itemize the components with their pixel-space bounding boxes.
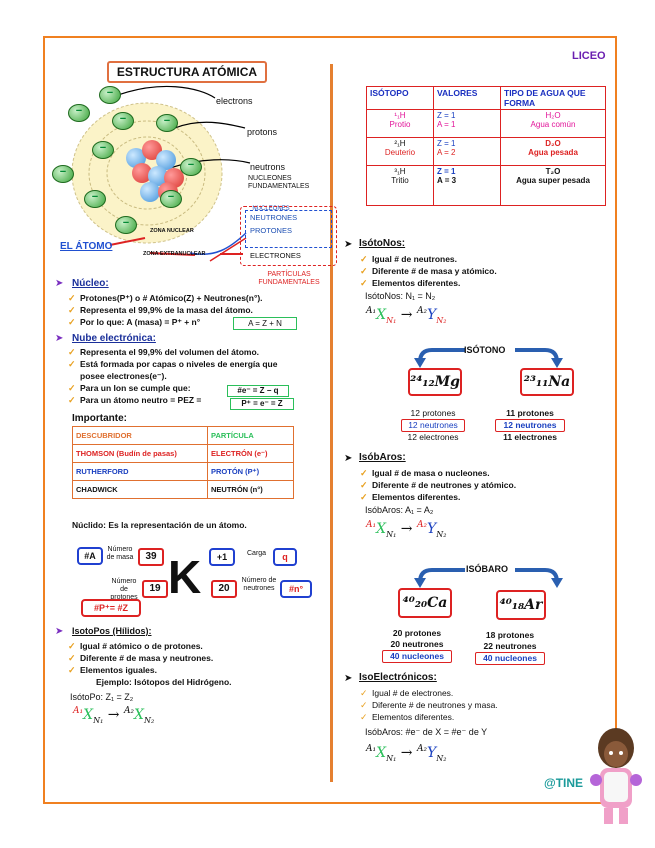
list-item: ✓ Diferente # de neutrones y atómico. (358, 479, 608, 491)
charge-var: q (273, 548, 297, 566)
stat-line: 12 neutrones (401, 419, 465, 432)
stat-line: 11 electrones (503, 432, 557, 442)
proton-number: 19 (142, 580, 168, 598)
isotono-label: ISÓTONO (464, 345, 506, 355)
electron-particle: − (115, 216, 137, 234)
list-item: ✓ Diferente # de neutrones y masa. (358, 699, 608, 711)
page-title: ESTRUCTURA ATÓMICA (107, 61, 267, 83)
box-protones: PROTONES (250, 226, 292, 235)
isoelectronicos-heading: IsoElectrónicos: (359, 672, 437, 683)
stat-line: 40 nucleones (382, 650, 452, 663)
section-arrow-icon: ➤ (55, 278, 64, 289)
isotope-table (366, 86, 606, 206)
proton-label: Número de protones (110, 578, 138, 601)
water-type: Agua común (530, 120, 576, 129)
list-item: ✓ Diferente # de masa y neutrones. (66, 652, 326, 664)
neutron-var: #n° (280, 580, 312, 598)
doctor-character-illustration (586, 720, 646, 830)
table-row (367, 138, 606, 166)
isotono-rule: IsótoNos: N₁ = N₂ (365, 291, 436, 301)
formula-box: A = Z + N (233, 317, 297, 330)
table-row (367, 110, 606, 138)
neutron-number: 20 (211, 580, 237, 598)
electron-particle: − (92, 141, 114, 159)
nuclido-text: Núclido: Es la representación de un átomo. (72, 520, 247, 530)
isobaros-heading: IsóbAros: (359, 452, 406, 463)
water-formula: H₂O (545, 111, 561, 120)
section-arrow-icon: ➤ (344, 239, 353, 250)
isotopos-list (66, 640, 326, 688)
isotope-symbol: ²₁H (394, 139, 406, 148)
nube-list (66, 346, 296, 406)
list-item: ✓ Representa el 99,9% de la masa del átomo. (66, 304, 326, 316)
ca-stats (382, 628, 452, 663)
table-cell: THOMSON (Budín de pasas) (73, 445, 208, 463)
isotope-symbol: ³₁H (394, 167, 406, 176)
list-item: ✓ Elementos diferentes. (358, 711, 608, 723)
z-value: Z = 1 (437, 111, 456, 120)
water-formula: T₂O (545, 167, 561, 176)
table-header: TIPO DE AGUA QUE FORMA (501, 87, 606, 110)
table-row (367, 87, 606, 110)
table-cell: NEUTRÓN (n°) (208, 481, 294, 499)
list-item: ✓ Para un Ion se cumple que: (66, 382, 296, 394)
neutron-label: Número de neutrones (241, 577, 277, 592)
list-item: ✓ Para un átomo neutro = PEZ = (66, 394, 296, 406)
label-zona-extranuclear: ZONA EXTRANUCLEAR (143, 251, 206, 257)
neutro-formula-box: P⁺ = e⁻ = Z (230, 398, 294, 410)
stat-line: 12 protones (410, 408, 456, 418)
label-electrons: electrons (216, 96, 253, 106)
a-value: A = 1 (437, 120, 456, 129)
column-divider (330, 64, 333, 782)
list-item: ✓ Representa el 99,9% del volumen del átomo. (66, 346, 296, 358)
section-arrow-icon: ➤ (344, 673, 353, 684)
a-value: A = 2 (437, 148, 456, 157)
isobaro-equation: $^{A_1}X_{N_1} \to ^{A_2}Y_{N_2}$ (366, 520, 447, 539)
isotonos-list (358, 253, 608, 289)
ar-stats (475, 630, 545, 665)
water-type: Agua super pesada (516, 176, 590, 185)
list-item: ✓ Elementos diferentes. (358, 277, 608, 289)
mg-symbol: ²⁴₁₂Mg (408, 368, 462, 396)
isotope-symbol: ¹₁H (394, 111, 406, 120)
table-row (73, 481, 294, 499)
table-cell: RUTHERFORD (73, 463, 208, 481)
charge-label: Carga (247, 550, 267, 557)
table-row (73, 427, 294, 445)
label-protons: protons (247, 127, 278, 137)
electron-particle: − (180, 158, 202, 176)
isoelectronico-rule: IsóbAros: #e⁻ de X = #e⁻ de Y (365, 727, 488, 737)
school-label: LICEO (572, 50, 606, 62)
isotope-name: Tritio (391, 176, 409, 185)
table-cell: PROTÓN (P⁺) (208, 463, 294, 481)
list-item: ✓ Está formada por capas o niveles de energía que posee electrones(e⁻). (66, 358, 296, 382)
isotono-equation: $^{A_1}X_{N_1} \to ^{A_2}Y_{N_2}$ (366, 306, 447, 325)
neutron-particle (140, 182, 160, 202)
electron-particle: − (156, 114, 178, 132)
signature: @TINE (544, 776, 584, 790)
label-nucleones-fundamentales: NUCLEONES FUNDAMENTALES (248, 175, 310, 190)
table-cell (434, 110, 501, 138)
list-item: ✓ Diferente # de masa y atómico. (358, 265, 608, 277)
list-item: ✓ Igual # de electrones. (358, 687, 608, 699)
isobaros-list (358, 467, 608, 503)
section-arrow-icon: ➤ (55, 333, 64, 344)
table-cell (501, 110, 606, 138)
isobaro-rule: IsóbAros: A₁ = A₂ (365, 505, 434, 515)
table-header: VALORES (434, 87, 501, 110)
mass-number: 39 (138, 548, 164, 566)
mass-var-box: #A (77, 547, 103, 565)
z-value: Z = 1 (437, 139, 456, 148)
stat-line: 22 neutrones (483, 641, 537, 651)
isotopos-heading: IsotoPos (Hílidos): (72, 626, 152, 636)
electron-particle: − (68, 104, 90, 122)
mg-stats (401, 408, 465, 443)
stat-line: 18 protones (485, 630, 535, 640)
list-item: ✓ Elementos diferentes. (358, 491, 608, 503)
nube-heading: Nube electrónica: (72, 333, 156, 344)
discoverer-table (72, 426, 294, 499)
table-header: ISÓTOPO (367, 87, 434, 110)
table-cell (434, 138, 501, 166)
table-cell (367, 166, 434, 206)
isotopo-rule: IsótoPo: Z₁ = Z₂ (70, 692, 134, 702)
stat-line: 20 protones (392, 628, 442, 638)
isotonos-heading: IsótoNos: (359, 238, 406, 249)
table-cell (367, 110, 434, 138)
stat-line: 12 electrones (407, 432, 459, 442)
water-type: Agua pesada (528, 148, 578, 157)
list-item: ✓ Protones(P⁺) o # Atómico(Z) + Neutrones(n°). (66, 292, 326, 304)
element-symbol: K (168, 551, 202, 603)
isoelectronicos-list (358, 687, 608, 723)
list-item: ✓ Igual # de masa o nucleones. (358, 467, 608, 479)
electron-particle: − (99, 86, 121, 104)
isobaro-label: ISÓBARO (466, 564, 509, 574)
ca-symbol: ⁴⁰₂₀Ca (398, 588, 452, 618)
stat-line: 40 nucleones (475, 652, 545, 665)
section-arrow-icon: ➤ (344, 453, 353, 464)
table-cell (434, 166, 501, 206)
table-cell (501, 138, 606, 166)
list-item: ✓ Elementos iguales. (66, 664, 326, 676)
stat-line: 11 protones (506, 408, 554, 418)
isotopo-equation: $^{A_1}X_{N_1} \to ^{A_2}X_{N_2}$ (73, 706, 155, 725)
na-symbol: ²³₁₁Na (520, 368, 574, 396)
table-cell (501, 166, 606, 206)
nucleo-heading: Núcleo: (72, 278, 109, 289)
table-cell: CHADWICK (73, 481, 208, 499)
pz-box: #P⁺= #Z (81, 599, 141, 617)
table-cell: DESCUBRIDOR (73, 427, 208, 445)
label-neutrons: neutrons (250, 162, 286, 172)
electron-particle: − (160, 190, 182, 208)
a-value: A = 3 (437, 176, 457, 185)
charge-sign: +1 (209, 548, 235, 566)
list-item: ✓ Igual # de neutrones. (358, 253, 608, 265)
importante-heading: Importante: (72, 413, 127, 424)
section-arrow-icon: ➤ (55, 626, 64, 637)
mass-label: Número de masa (106, 546, 134, 561)
table-cell (367, 138, 434, 166)
electron-particle: − (84, 190, 106, 208)
label-particulas: PARTÍCULAS FUNDAMENTALES (258, 271, 320, 286)
electron-particle: − (52, 165, 74, 183)
list-item: ✓ Por lo que: A (masa) = P⁺ + n° (66, 316, 326, 328)
box-neutrones: NEUTRONES (250, 213, 298, 222)
label-nucleones: NUCLEONES (252, 206, 290, 212)
isotope-name: Protio (389, 120, 411, 129)
isotope-name: Deuterio (384, 148, 416, 157)
isoelectronico-equation: $^{A_1}X_{N_1} \to ^{A_2}Y_{N_2}$ (366, 744, 447, 763)
electron-particle: − (112, 112, 134, 130)
water-formula: D₂O (545, 139, 561, 148)
ar-symbol: ⁴⁰₁₈Ar (496, 590, 546, 620)
list-item: Ejemplo: Isótopos del Hidrógeno. (96, 677, 232, 687)
na-stats (495, 408, 565, 443)
table-row (367, 166, 606, 206)
table-row (73, 445, 294, 463)
label-el-atomo: EL ÁTOMO (60, 241, 113, 252)
z-value: Z = 1 (437, 167, 456, 176)
table-row (73, 463, 294, 481)
stat-line: 20 neutrones (390, 639, 444, 649)
ion-formula-box: #e⁻ = Z − q (227, 385, 289, 397)
list-item: ✓ Igual # atómico o de protones. (66, 640, 326, 652)
stat-line: 12 neutrones (495, 419, 565, 432)
label-zona-nuclear: ZONA NUCLEAR (150, 228, 194, 234)
table-cell: PARTÍCULA (208, 427, 294, 445)
box-electrones: ELECTRONES (250, 251, 301, 260)
table-cell: ELECTRÓN (e⁻) (208, 445, 294, 463)
